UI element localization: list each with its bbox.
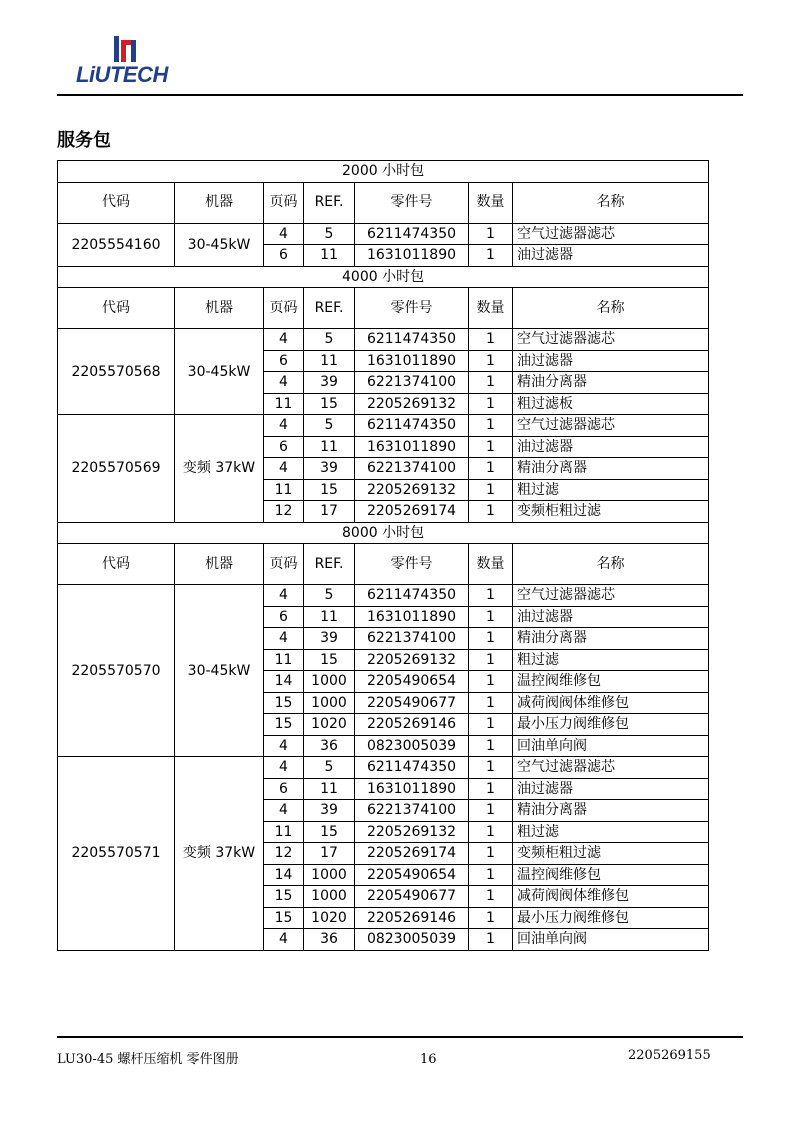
- table-row: [58, 223, 709, 245]
- quantity-cell: 1: [469, 929, 513, 951]
- ref-cell: 5: [304, 329, 355, 351]
- page-number-cell: 6: [264, 778, 304, 800]
- part-name-cell: 精油分离器: [513, 372, 709, 394]
- part-name-cell: 精油分离器: [513, 628, 709, 650]
- quantity-cell: 1: [469, 800, 513, 822]
- part-name-cell: 精油分离器: [513, 458, 709, 480]
- machine-model: 30-45kW: [175, 223, 264, 266]
- service-kit-code: 2205570570: [58, 585, 175, 757]
- column-header-code: 代码: [58, 288, 175, 329]
- part-name-cell: 空气过滤器滤芯: [513, 329, 709, 351]
- part-number-cell: 2205269146: [355, 714, 469, 736]
- ref-cell: 11: [304, 606, 355, 628]
- ref-cell: 15: [304, 649, 355, 671]
- package-title-row: [58, 161, 709, 183]
- part-name-cell: 空气过滤器滤芯: [513, 223, 709, 245]
- ref-cell: 5: [304, 223, 355, 245]
- ref-cell: 1000: [304, 864, 355, 886]
- quantity-cell: 1: [469, 757, 513, 779]
- column-header-machine: 机器: [175, 288, 264, 329]
- part-number-cell: 6221374100: [355, 372, 469, 394]
- ref-cell: 39: [304, 628, 355, 650]
- part-number-cell: 2205490654: [355, 671, 469, 693]
- quantity-cell: 1: [469, 458, 513, 480]
- part-name-cell: 油过滤器: [513, 245, 709, 267]
- quantity-cell: 1: [469, 585, 513, 607]
- service-kit-code: 2205570568: [58, 329, 175, 415]
- column-header-name: 名称: [513, 288, 709, 329]
- quantity-cell: 1: [469, 245, 513, 267]
- part-number-cell: 2205269174: [355, 843, 469, 865]
- quantity-cell: 1: [469, 735, 513, 757]
- quantity-cell: 1: [469, 393, 513, 415]
- ref-cell: 1020: [304, 907, 355, 929]
- page-number-cell: 15: [264, 692, 304, 714]
- part-number-cell: 6211474350: [355, 329, 469, 351]
- part-number-cell: 2205269132: [355, 393, 469, 415]
- ref-cell: 1000: [304, 692, 355, 714]
- part-number-cell: 2205269174: [355, 501, 469, 523]
- page-number-cell: 4: [264, 329, 304, 351]
- part-name-cell: 粗过滤: [513, 649, 709, 671]
- ref-cell: 39: [304, 372, 355, 394]
- column-header-row: [58, 182, 709, 223]
- quantity-cell: 1: [469, 649, 513, 671]
- service-kit-code: 2205570571: [58, 757, 175, 951]
- quantity-cell: 1: [469, 479, 513, 501]
- part-number-cell: 6211474350: [355, 223, 469, 245]
- package-title: 2000 小时包: [58, 161, 709, 183]
- column-header-page: 页码: [264, 288, 304, 329]
- package-title: 8000 小时包: [58, 522, 709, 544]
- column-header-page: 页码: [264, 544, 304, 585]
- column-header-ref: REF.: [304, 182, 355, 223]
- part-name-cell: 变频柜粗过滤: [513, 843, 709, 865]
- quantity-cell: 1: [469, 501, 513, 523]
- part-name-cell: 油过滤器: [513, 436, 709, 458]
- page-number-cell: 15: [264, 907, 304, 929]
- page-number-cell: 4: [264, 415, 304, 437]
- column-header-part-number: 零件号: [355, 288, 469, 329]
- part-name-cell: 空气过滤器滤芯: [513, 757, 709, 779]
- ref-cell: 17: [304, 843, 355, 865]
- page-number-cell: 14: [264, 864, 304, 886]
- page-number-cell: 6: [264, 350, 304, 372]
- part-number-cell: 0823005039: [355, 929, 469, 951]
- column-header-name: 名称: [513, 544, 709, 585]
- quantity-cell: 1: [469, 864, 513, 886]
- ref-cell: 15: [304, 393, 355, 415]
- page-number-cell: 4: [264, 757, 304, 779]
- page-number-cell: 11: [264, 393, 304, 415]
- part-number-cell: 2205269132: [355, 479, 469, 501]
- page-number-cell: 12: [264, 501, 304, 523]
- machine-model: 30-45kW: [175, 585, 264, 757]
- part-number-cell: 1631011890: [355, 245, 469, 267]
- part-number-cell: 1631011890: [355, 436, 469, 458]
- ref-cell: 11: [304, 350, 355, 372]
- ref-cell: 11: [304, 436, 355, 458]
- page-number-cell: 15: [264, 886, 304, 908]
- page-number-cell: 4: [264, 585, 304, 607]
- part-name-cell: 变频柜粗过滤: [513, 501, 709, 523]
- page-number-cell: 6: [264, 436, 304, 458]
- ref-cell: 1000: [304, 886, 355, 908]
- part-number-cell: 6221374100: [355, 800, 469, 822]
- part-number-cell: 2205269132: [355, 821, 469, 843]
- page-number-cell: 4: [264, 929, 304, 951]
- quantity-cell: 1: [469, 415, 513, 437]
- package-title: 4000 小时包: [58, 266, 709, 288]
- part-number-cell: 2205269146: [355, 907, 469, 929]
- page-number-cell: 6: [264, 245, 304, 267]
- ref-cell: 1000: [304, 671, 355, 693]
- part-name-cell: 油过滤器: [513, 350, 709, 372]
- table-row: [58, 329, 709, 351]
- part-name-cell: 最小压力阀维修包: [513, 714, 709, 736]
- part-name-cell: 回油单向阀: [513, 929, 709, 951]
- quantity-cell: 1: [469, 329, 513, 351]
- part-name-cell: 空气过滤器滤芯: [513, 585, 709, 607]
- machine-model: 变频 37kW: [175, 415, 264, 523]
- ref-cell: 17: [304, 501, 355, 523]
- page-number-cell: 12: [264, 843, 304, 865]
- part-name-cell: 温控阀维修包: [513, 671, 709, 693]
- logo-mark-icon: [114, 36, 136, 62]
- page-number-cell: 14: [264, 671, 304, 693]
- column-header-code: 代码: [58, 544, 175, 585]
- part-number-cell: 6211474350: [355, 585, 469, 607]
- quantity-cell: 1: [469, 223, 513, 245]
- part-name-cell: 空气过滤器滤芯: [513, 415, 709, 437]
- column-header-quantity: 数量: [469, 544, 513, 585]
- part-name-cell: 最小压力阀维修包: [513, 907, 709, 929]
- machine-model: 30-45kW: [175, 329, 264, 415]
- part-name-cell: 粗过滤: [513, 821, 709, 843]
- part-number-cell: 6221374100: [355, 628, 469, 650]
- column-header-machine: 机器: [175, 544, 264, 585]
- service-kit-code: 2205554160: [58, 223, 175, 266]
- service-package-table: [57, 160, 709, 951]
- ref-cell: 39: [304, 458, 355, 480]
- part-name-cell: 回油单向阀: [513, 735, 709, 757]
- part-number-cell: 2205490677: [355, 886, 469, 908]
- part-name-cell: 油过滤器: [513, 778, 709, 800]
- ref-cell: 15: [304, 821, 355, 843]
- quantity-cell: 1: [469, 907, 513, 929]
- part-name-cell: 精油分离器: [513, 800, 709, 822]
- ref-cell: 5: [304, 415, 355, 437]
- ref-cell: 36: [304, 735, 355, 757]
- ref-cell: 5: [304, 585, 355, 607]
- page-title: 服务包: [57, 130, 111, 151]
- page-number-cell: 4: [264, 372, 304, 394]
- ref-cell: 39: [304, 800, 355, 822]
- part-name-cell: 粗过滤: [513, 479, 709, 501]
- machine-model: 变频 37kW: [175, 757, 264, 951]
- footer-document-title: LU30-45 螺杆压缩机 零件图册: [57, 1052, 239, 1067]
- part-number-cell: 6211474350: [355, 415, 469, 437]
- column-header-page: 页码: [264, 182, 304, 223]
- column-header-row: [58, 544, 709, 585]
- part-number-cell: 2205490677: [355, 692, 469, 714]
- page-number-cell: 11: [264, 649, 304, 671]
- column-header-quantity: 数量: [469, 182, 513, 223]
- part-number-cell: 1631011890: [355, 778, 469, 800]
- column-header-ref: REF.: [304, 288, 355, 329]
- header-rule: [57, 94, 743, 96]
- column-header-code: 代码: [58, 182, 175, 223]
- page-number-cell: 6: [264, 606, 304, 628]
- page-number-cell: 4: [264, 628, 304, 650]
- page-number-cell: 4: [264, 458, 304, 480]
- part-number-cell: 6211474350: [355, 757, 469, 779]
- quantity-cell: 1: [469, 821, 513, 843]
- package-title-row: [58, 266, 709, 288]
- column-header-part-number: 零件号: [355, 544, 469, 585]
- quantity-cell: 1: [469, 628, 513, 650]
- footer-rule: [57, 1036, 743, 1038]
- quantity-cell: 1: [469, 778, 513, 800]
- ref-cell: 15: [304, 479, 355, 501]
- page-number-cell: 4: [264, 735, 304, 757]
- quantity-cell: 1: [469, 350, 513, 372]
- table-row: [58, 415, 709, 437]
- quantity-cell: 1: [469, 692, 513, 714]
- quantity-cell: 1: [469, 606, 513, 628]
- part-name-cell: 减荷阀阀体维修包: [513, 692, 709, 714]
- page-number-cell: 15: [264, 714, 304, 736]
- part-number-cell: 0823005039: [355, 735, 469, 757]
- page-number-cell: 4: [264, 223, 304, 245]
- quantity-cell: 1: [469, 671, 513, 693]
- package-title-row: [58, 522, 709, 544]
- part-name-cell: 油过滤器: [513, 606, 709, 628]
- part-number-cell: 6221374100: [355, 458, 469, 480]
- part-number-cell: 2205490654: [355, 864, 469, 886]
- part-number-cell: 1631011890: [355, 606, 469, 628]
- part-number-cell: 1631011890: [355, 350, 469, 372]
- column-header-machine: 机器: [175, 182, 264, 223]
- quantity-cell: 1: [469, 372, 513, 394]
- ref-cell: 11: [304, 778, 355, 800]
- footer-document-number: 2205269155: [628, 1048, 711, 1063]
- footer-page-number: 16: [420, 1052, 437, 1067]
- ref-cell: 1020: [304, 714, 355, 736]
- column-header-row: [58, 288, 709, 329]
- column-header-part-number: 零件号: [355, 182, 469, 223]
- logo-text: LiUTECH: [76, 62, 168, 87]
- service-kit-code: 2205570569: [58, 415, 175, 523]
- column-header-name: 名称: [513, 182, 709, 223]
- column-header-ref: REF.: [304, 544, 355, 585]
- part-name-cell: 粗过滤板: [513, 393, 709, 415]
- page-number-cell: 11: [264, 479, 304, 501]
- quantity-cell: 1: [469, 436, 513, 458]
- part-name-cell: 减荷阀阀体维修包: [513, 886, 709, 908]
- company-logo: [76, 36, 176, 88]
- page-number-cell: 11: [264, 821, 304, 843]
- ref-cell: 11: [304, 245, 355, 267]
- quantity-cell: 1: [469, 714, 513, 736]
- quantity-cell: 1: [469, 886, 513, 908]
- table-row: [58, 757, 709, 779]
- page-number-cell: 4: [264, 800, 304, 822]
- ref-cell: 5: [304, 757, 355, 779]
- ref-cell: 36: [304, 929, 355, 951]
- column-header-quantity: 数量: [469, 288, 513, 329]
- part-name-cell: 温控阀维修包: [513, 864, 709, 886]
- quantity-cell: 1: [469, 843, 513, 865]
- part-number-cell: 2205269132: [355, 649, 469, 671]
- table-row: [58, 585, 709, 607]
